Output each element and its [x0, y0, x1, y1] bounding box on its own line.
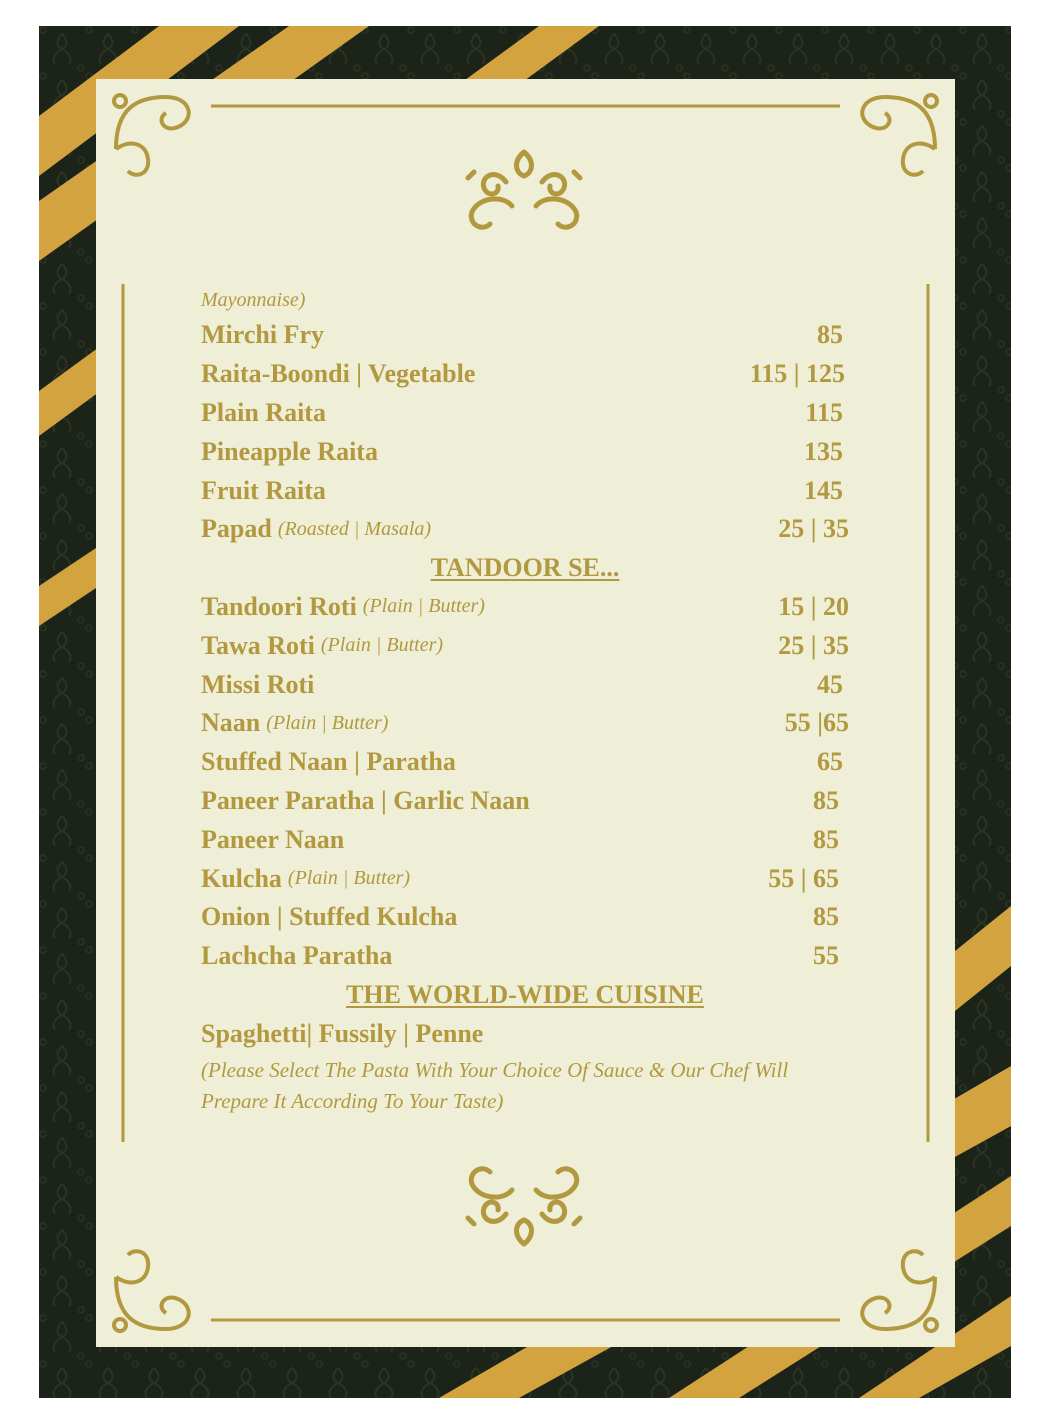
section-title-world: THE WORLD-WIDE CUISINE	[346, 979, 704, 1009]
item-name: Paneer Paratha | Garlic Naan	[201, 785, 530, 815]
menu-item	[201, 898, 849, 937]
menu-item	[201, 626, 849, 665]
item-name: Onion | Stuffed Kulcha	[201, 902, 458, 932]
item-price: 115	[805, 397, 843, 427]
item-name: Plain Raita	[201, 397, 326, 427]
item-name: Stuffed Naan | Paratha	[201, 747, 456, 777]
pasta-item	[201, 1014, 849, 1053]
menu-item	[201, 471, 849, 510]
menu-item	[201, 355, 849, 394]
item-price: 145	[804, 475, 843, 505]
menu-item	[201, 937, 849, 976]
item-price: 85	[817, 320, 843, 350]
pasta-title: Spaghetti| Fussily | Penne	[201, 1018, 484, 1048]
item-price: 55 |65	[784, 708, 849, 738]
menu-item	[201, 510, 849, 549]
item-price: 85	[813, 902, 839, 932]
item-name: Lachcha Paratha	[201, 941, 393, 971]
section-title-tandoor: TANDOOR SE...	[430, 552, 620, 582]
item-price: 45	[817, 669, 843, 699]
top-flourish-ornament	[462, 146, 586, 236]
item-note: (Plain | Butter)	[362, 595, 485, 618]
item-note: (Plain | Butter)	[266, 711, 389, 734]
menu-item	[201, 743, 849, 782]
item-price: 25 | 35	[778, 514, 849, 544]
item-price: 55	[813, 941, 839, 971]
intro-note: Mayonnaise)	[201, 289, 306, 311]
menu-item	[201, 859, 849, 898]
item-price: 135	[804, 436, 843, 466]
pasta-note: (Please Select The Pasta With Your Choice Of Sauce & Our Chef Will Prepare It According To Your Taste)	[201, 1058, 789, 1114]
item-note: (Plain | Butter)	[287, 867, 411, 890]
menu-item	[201, 704, 849, 743]
item-name: Kulcha	[201, 863, 282, 893]
menu-item	[201, 820, 849, 859]
item-price: 85	[813, 824, 839, 854]
item-price: 85	[813, 785, 839, 815]
menu-item	[201, 782, 849, 821]
item-name: Tawa Roti	[201, 630, 315, 660]
item-price: 65	[817, 747, 843, 777]
item-name: Missi Roti	[201, 669, 315, 699]
item-name: Paneer Naan	[201, 824, 345, 854]
item-price: 115 | 125	[749, 359, 845, 389]
menu-item	[201, 394, 849, 433]
item-price: 55 | 65	[768, 863, 839, 893]
menu-item	[201, 316, 849, 355]
item-name: Tandoori Roti	[201, 591, 357, 621]
item-name: Naan	[201, 708, 261, 738]
menu-content	[201, 286, 849, 1117]
item-name: Fruit Raita	[201, 475, 326, 505]
item-name: Pineapple Raita	[201, 436, 378, 466]
menu-item	[201, 432, 849, 471]
item-name: Mirchi Fry	[201, 320, 324, 350]
item-name: Raita-Boondi | Vegetable	[201, 359, 476, 389]
bottom-flourish-ornament	[462, 1160, 586, 1250]
menu-item	[201, 665, 849, 704]
item-price: 25 | 35	[778, 630, 849, 660]
menu-item	[201, 588, 849, 627]
item-note: (Roasted | Masala)	[277, 517, 432, 540]
item-price: 15 | 20	[778, 591, 849, 621]
item-note: (Plain | Butter)	[320, 634, 444, 657]
scroll-corner-ornament	[114, 95, 189, 175]
item-name: Papad	[201, 514, 272, 544]
